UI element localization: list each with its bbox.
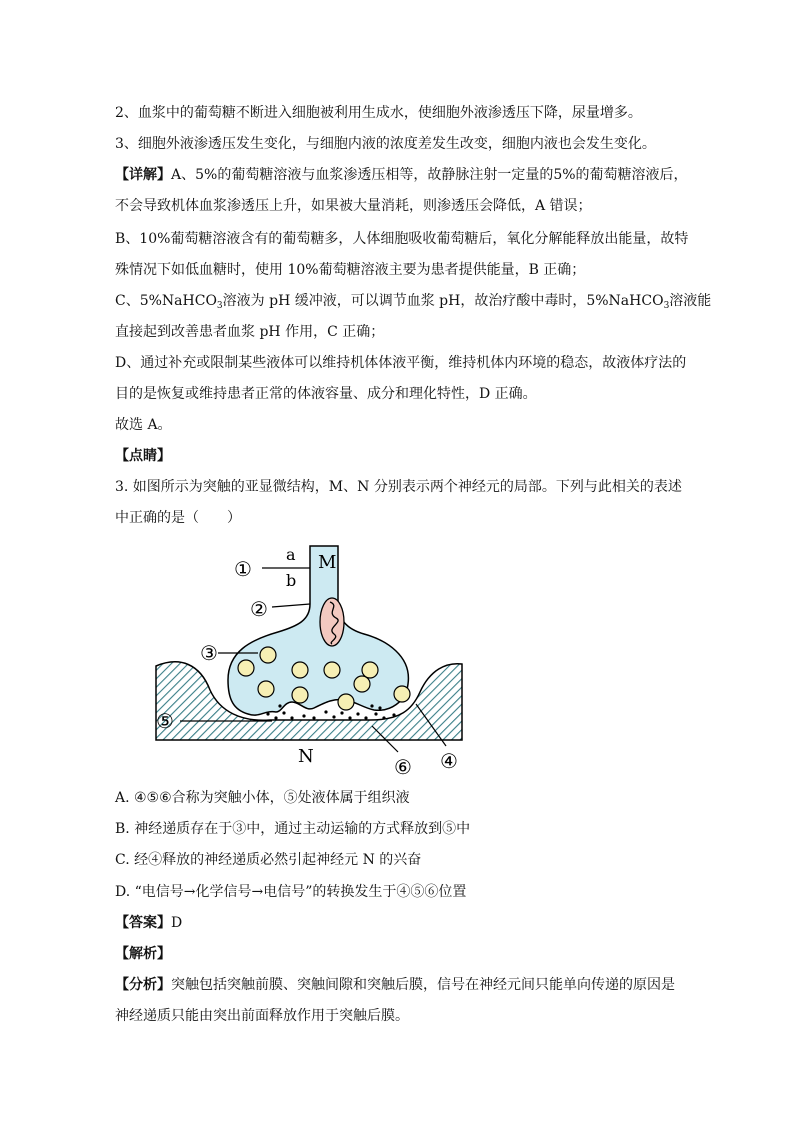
circled-1: ① <box>234 557 252 581</box>
line-8 <box>115 322 384 342</box>
option-a <box>115 788 410 808</box>
text: D、通过补充或限制某些液体可以维持机体体液平衡，维持机体内环境的稳态，故液体疗法的 <box>115 355 687 371</box>
line-5 <box>115 229 688 249</box>
line-1 <box>115 103 642 123</box>
circled-5: ⑤ <box>156 709 174 733</box>
label-a: a <box>286 545 296 564</box>
analysis-line-2 <box>115 1006 409 1026</box>
mitochondrion <box>320 598 344 646</box>
section-heading-fenxi: 【分析】 <box>115 977 171 993</box>
circled-6: ⑥ <box>394 755 412 779</box>
circled-4: ④ <box>440 749 458 773</box>
text: 溶液能 <box>669 293 712 309</box>
text: C、5%NaHCO <box>115 293 217 309</box>
section-heading-detail: 【详解】 <box>115 167 171 183</box>
circled-2: ② <box>250 597 268 621</box>
analysis-heading-line <box>115 944 171 964</box>
vesicle <box>258 681 274 697</box>
text: 不会导致机体血浆渗透压上升，如果被大量消耗，则渗透压会降低，A 错误； <box>115 198 592 214</box>
text: A. ④⑤⑥合称为突触小体，⑤处液体属于组织液 <box>115 790 410 806</box>
vesicle <box>292 662 308 678</box>
answer-line <box>115 913 182 933</box>
vesicle <box>260 647 276 663</box>
text: A、5%的葡萄糖溶液与血浆渗透压相等，故静脉注射一定量的5%的葡萄糖溶液后， <box>171 167 688 183</box>
subscript: 3 <box>216 301 223 311</box>
text: B、10%葡萄糖溶液含有的葡萄糖多，人体细胞吸收葡萄糖后，氧化分解能释放出能量，故特 <box>115 231 689 247</box>
text: 溶液为 pH 缓冲液，可以调节血浆 pH，故治疗酸中毒时，5%NaHCO <box>222 293 664 309</box>
text: C. 经④释放的神经递质必然引起神经元 N 的兴奋 <box>115 852 422 868</box>
text: 神经递质只能由突出前面释放作用于突触后膜。 <box>115 1008 409 1024</box>
vesicle <box>354 676 370 692</box>
synapse-diagram <box>150 540 470 780</box>
text: 3. 如图所示为突触的亚显微结构，M、N 分别表示两个神经元的局部。下列与此相关的表述 <box>115 479 682 495</box>
label-line-2 <box>272 604 310 607</box>
analysis-line-1 <box>115 975 675 995</box>
option-b <box>115 819 470 839</box>
line-10 <box>115 384 537 404</box>
vesicle <box>292 687 308 703</box>
text: B. 神经递质存在于③中，通过主动运输的方式释放到⑤中 <box>115 821 471 837</box>
option-c <box>115 850 421 870</box>
line-11 <box>115 415 172 435</box>
label-N: N <box>298 746 314 767</box>
line-7 <box>115 291 711 311</box>
section-heading-answer: 【答案】 <box>115 915 171 931</box>
circled-3: ③ <box>200 641 218 665</box>
answer-value: D <box>171 915 183 931</box>
line-9 <box>115 353 686 373</box>
text: 2、血浆中的葡萄糖不断进入细胞被利用生成水，使细胞外液渗透压下降，尿量增多。 <box>115 105 642 121</box>
text: 故选 A。 <box>115 417 172 433</box>
vesicle <box>362 662 378 678</box>
vesicle <box>324 662 340 678</box>
vesicle <box>338 694 354 710</box>
line-4 <box>115 196 592 216</box>
line-2 <box>115 134 656 154</box>
text: 3、细胞外液渗透压发生变化，与细胞内液的浓度差发生改变，细胞内液也会发生变化。 <box>115 136 656 152</box>
line-12 <box>115 446 171 466</box>
vesicle <box>238 660 254 676</box>
text: 突触包括突触前膜、突触间隙和突触后膜，信号在神经元间只能单向传递的原因是 <box>171 977 675 993</box>
subscript: 3 <box>663 301 670 311</box>
text: 中正确的是（ ） <box>115 510 241 526</box>
label-M: M <box>318 552 337 573</box>
text: 殊情况下如低血糖时，使用 10%葡萄糖溶液主要为患者提供能量，B 正确； <box>115 262 586 278</box>
question-3 <box>115 477 682 497</box>
line-6 <box>115 260 585 280</box>
vesicle <box>394 686 410 702</box>
label-b: b <box>286 571 297 590</box>
question-3-cont <box>115 508 241 528</box>
text: D. “电信号→化学信号→电信号”的转换发生于④⑤⑥位置 <box>115 884 467 900</box>
option-d <box>115 882 466 902</box>
text: 直接起到改善患者血浆 pH 作用，C 正确； <box>115 324 385 340</box>
section-heading-note: 【点睛】 <box>115 448 171 464</box>
text: 目的是恢复或维持患者正常的体液容量、成分和理化特性，D 正确。 <box>115 386 537 402</box>
section-heading-analysis: 【解析】 <box>115 946 171 962</box>
line-3 <box>115 165 688 185</box>
